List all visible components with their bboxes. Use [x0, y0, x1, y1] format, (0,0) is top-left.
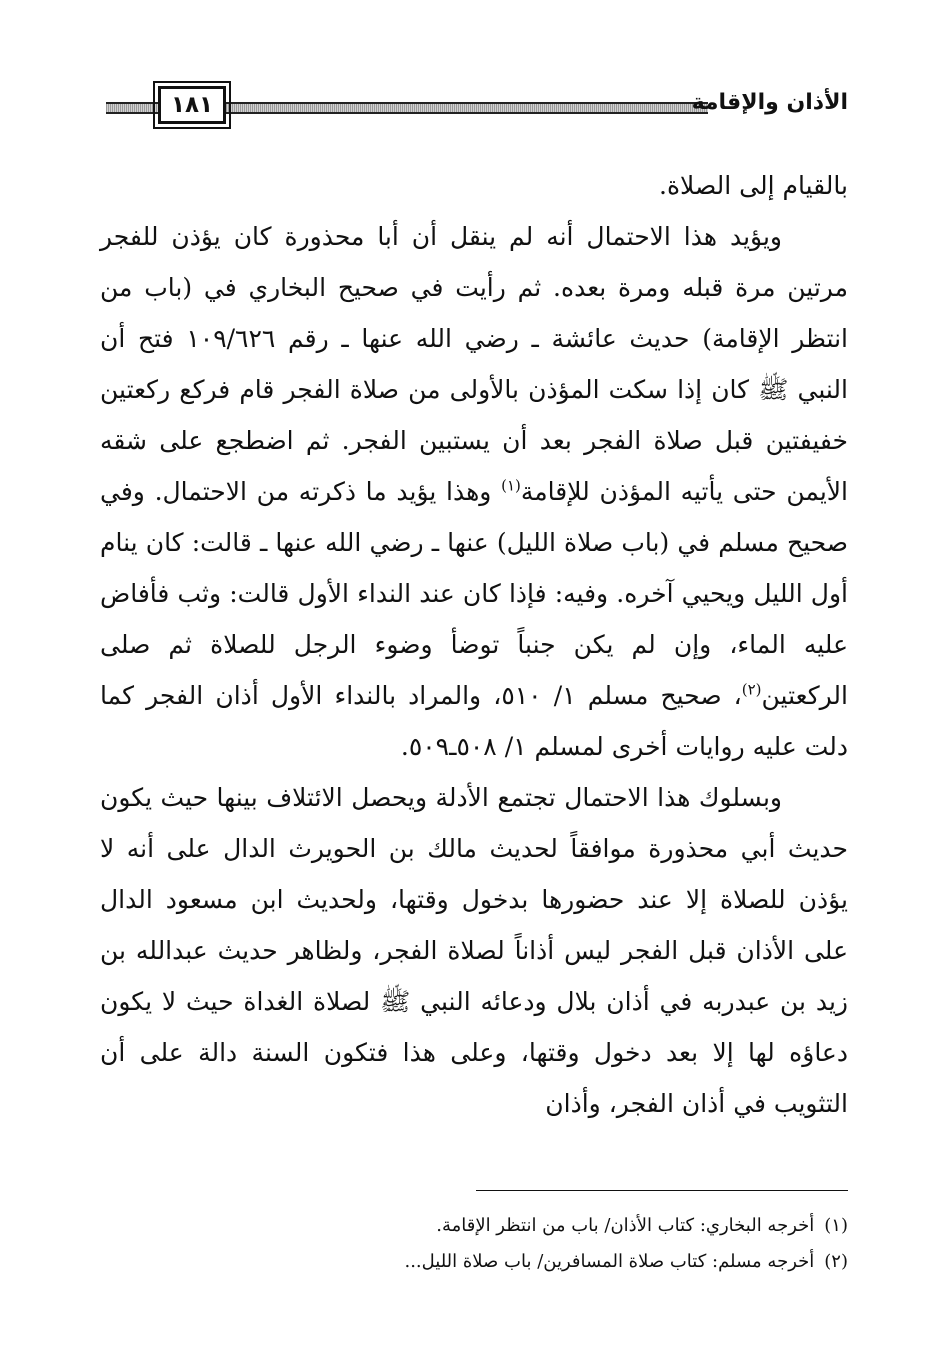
- footnote-reference: (٢): [741, 680, 762, 699]
- page-header: [96, 84, 848, 126]
- page-number: ١٨١: [158, 86, 226, 124]
- paragraph: [100, 772, 848, 1129]
- paragraph-text: ويؤيد هذا الاحتمال أنه لم ينقل أن أبا محذورة كان يؤذن للفجر مرتين مرة قبله ومرة بعده. ثم رأيت في صحيح البخاري في (باب من انتظر الإقامة) حديث عائشة ـ رضي الله عنها ـ رقم ١٠٩/٦٢٦ فتح أن النبي ﷺ كان إذا سكت المؤذن بالأولى من صلاة الفجر قام فركع ركعتين خفيفتين قبل صلاة الفجر بعد أن يستبين الفجر. ثم اضطجع على شقه الأيمن حتى يأتيه المؤذن للإقامة: [100, 222, 848, 506]
- footnote: [100, 1208, 848, 1244]
- footnote-reference: (١): [501, 476, 521, 495]
- paragraph-text: بالقيام إلى الصلاة.: [659, 171, 848, 200]
- paragraph: [100, 211, 848, 772]
- running-title: الأذان والإقامة: [691, 90, 848, 115]
- footnote-text: أخرجه البخاري: كتاب الأذان/ باب من انتظر الإقامة.: [436, 1215, 815, 1236]
- footnote-separator: [476, 1190, 848, 1191]
- footnote-text: أخرجه مسلم: كتاب صلاة المسافرين/ باب صلاة الليل...: [404, 1251, 815, 1272]
- body-text: [100, 160, 848, 1129]
- paragraph-text: وبسلوك هذا الاحتمال تجتمع الأدلة ويحصل الائتلاف بينها حيث يكون حديث أبي محذورة موافقاً لحديث مالك بن الحويرث الدال على أنه لا يؤذن للصلاة إلا عند حضورها بدخول وقتها، ولحديث ابن مسعود الدال على الأذان قبل الفجر ليس أذاناً لصلاة الفجر، ولظاهر حديث عبدالله بن زيد بن عبدربه في أذان بلال ودعائه النبي ﷺ لصلاة الغداة حيث لا يكون دعاؤه لها إلا بعد دخول وقتها، وعلى هذا فتكون السنة دالة على أن التثويب في أذان الفجر، وأذان: [100, 783, 848, 1118]
- footnote: [100, 1244, 848, 1280]
- footnote-number: (٢): [824, 1251, 848, 1272]
- paragraph: [100, 160, 848, 211]
- paragraph-text: وهذا يؤيد ما ذكرته من الاحتمال. وفي صحيح مسلم في (باب صلاة الليل) عنها ـ رضي الله عنها ـ قالت: كان ينام أول الليل ويحيي آخره. وفيه: فإذا كان عند النداء الأول قالت: وثب فأفاض عليه الماء، وإن لم يكن جنباً توضأ وضوء الرجل للصلاة ثم صلى الركعتين: [100, 477, 848, 710]
- footnote-number: (١): [824, 1215, 848, 1236]
- paragraph-text: ، صحيح مسلم ١/ ٥١٠، والمراد بالنداء الأول أذان الفجر كما دلت عليه روايات أخرى لمسلم ١/ ٥٠٨ـ٥٠٩.: [100, 681, 848, 761]
- footnotes: [100, 1208, 848, 1280]
